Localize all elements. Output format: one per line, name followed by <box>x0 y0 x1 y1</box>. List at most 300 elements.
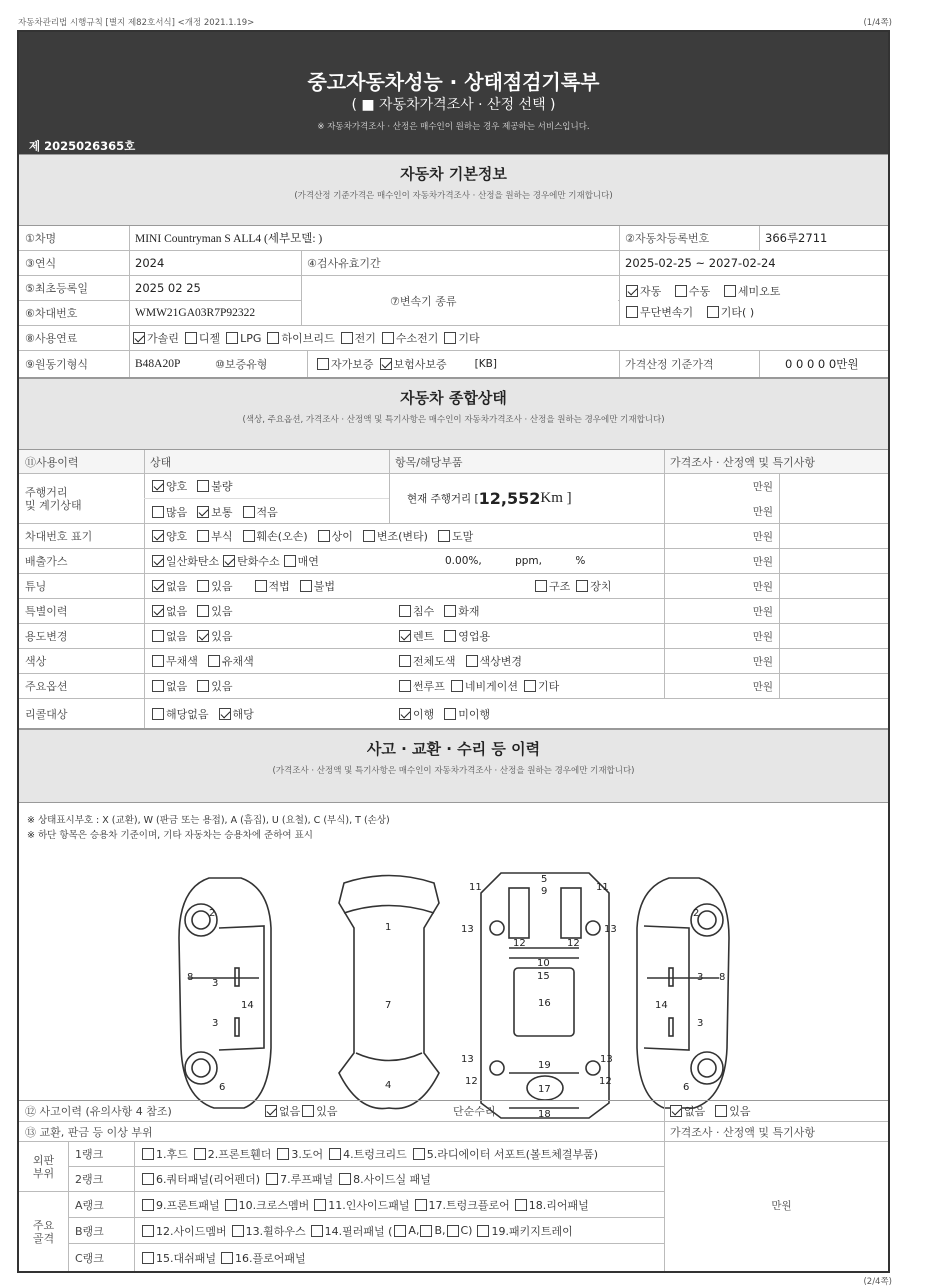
usage-change-label: 용도변경 <box>25 630 68 643</box>
part-door[interactable]: 3.도어 <box>277 1146 323 1162</box>
checkbox-icon <box>226 332 238 344</box>
usage-opt-business[interactable]: 영업용 <box>444 628 490 644</box>
emission-opt-co[interactable]: 일산화탄소 <box>152 553 219 569</box>
special-opt-yes[interactable]: 있음 <box>197 603 232 619</box>
top-view <box>339 876 439 1109</box>
checkbox-icon <box>243 530 255 542</box>
checkbox-icon <box>152 708 164 720</box>
diagram-label: 13 <box>461 924 474 935</box>
car-name-value: MINI Countryman S ALL4 (세부모델: ) <box>135 233 323 245</box>
usage-change-options <box>144 624 389 648</box>
checkbox-icon <box>232 1225 244 1237</box>
checkbox-icon <box>142 1148 154 1160</box>
checkbox-checked-icon <box>197 630 209 642</box>
diagram-label: 10 <box>537 958 550 969</box>
checkbox-icon <box>451 680 463 692</box>
vin-mark-won: 만원 <box>752 531 773 543</box>
row-recall <box>19 699 888 729</box>
checkbox-icon <box>152 655 164 667</box>
accident-opt-none[interactable]: 없음 <box>265 1103 300 1119</box>
diagram-label: 17 <box>538 1084 551 1095</box>
vin-mark-opt-damage[interactable]: 훼손(오손) <box>243 528 308 544</box>
exchange-col-label: 가격조사 · 산정액 및 특기사항 <box>670 1125 815 1139</box>
option-won: 만원 <box>752 681 773 693</box>
diagram-label: 8 <box>719 972 726 983</box>
vin-mark-opt-corrosion[interactable]: 부식 <box>197 528 232 544</box>
chassis-view <box>481 873 609 1118</box>
col-condition: 상태 <box>150 455 172 469</box>
diagram-label: 4 <box>385 1080 392 1091</box>
checkbox-icon <box>339 1173 351 1185</box>
rankA-items <box>134 1192 664 1217</box>
checkbox-icon <box>266 1173 278 1185</box>
checkbox-icon <box>515 1199 527 1211</box>
warranty-options <box>309 351 619 377</box>
checkbox-icon <box>444 332 456 344</box>
recall-opt-applicable[interactable]: 해당 <box>219 706 254 722</box>
checkbox-icon <box>707 306 719 318</box>
checkbox-icon <box>535 580 547 592</box>
checkbox-icon <box>302 1105 314 1117</box>
simple-repair-options <box>664 1101 888 1121</box>
part-inside-panel[interactable]: 11.인사이드패널 <box>314 1197 409 1213</box>
color-options-2 <box>389 649 664 673</box>
fuel-opt-lpg[interactable]: LPG <box>226 332 261 345</box>
accident-history-options <box>259 1101 439 1121</box>
checkbox-icon <box>255 580 267 592</box>
record-number: 제 2025026365호 <box>29 139 136 153</box>
mileage-won-1: 만원 <box>752 481 773 493</box>
option-opt-other[interactable]: 기타 <box>524 678 559 694</box>
emission-opt-smoke[interactable]: 매연 <box>284 553 319 569</box>
tuning-label: 튜닝 <box>25 580 47 593</box>
outer-panel-group: 외판 부위 <box>19 1142 69 1192</box>
recall-opt-not-done[interactable]: 미이행 <box>444 706 490 722</box>
col-usage-history: ⑪사용이력 <box>25 455 79 469</box>
year-label: ③연식 <box>25 257 57 270</box>
mileage-opts-2 <box>144 499 389 524</box>
diagram-label: 18 <box>538 1109 551 1120</box>
row-main-option <box>19 674 888 699</box>
special-options <box>144 599 389 623</box>
checkbox-checked-icon <box>152 555 164 567</box>
checkbox-checked-icon <box>399 708 411 720</box>
main-option-label: 주요옵션 <box>25 680 68 693</box>
recall-options-2 <box>389 699 664 728</box>
checkbox-icon <box>399 680 411 692</box>
row-rankB <box>69 1218 664 1244</box>
checkbox-checked-icon <box>265 1105 277 1117</box>
mileage-value: 12,552 <box>478 489 541 508</box>
row-car-name <box>19 226 888 251</box>
form-header <box>19 32 888 154</box>
diagram-label: 14 <box>655 1000 668 1011</box>
special-opt-flood[interactable]: 침수 <box>399 603 434 619</box>
checkbox-checked-icon <box>152 480 164 492</box>
special-opt-none[interactable]: 없음 <box>152 603 187 619</box>
fuel-opt-hydrogen[interactable]: 수소전기 <box>382 330 439 346</box>
checkbox-icon <box>277 1148 289 1160</box>
diagram-label: 6 <box>683 1082 690 1093</box>
diagram-label: 3 <box>212 978 219 989</box>
checkbox-checked-icon <box>219 708 231 720</box>
part-front-fender[interactable]: 2.프론트휀더 <box>194 1146 272 1162</box>
diagram-label: 12 <box>513 938 526 949</box>
mileage-current: 현재 주행거리 [ 12,552 Km ] <box>407 489 572 508</box>
checkbox-icon <box>300 580 312 592</box>
trans-label-cell <box>302 276 618 325</box>
diagram-label: 3 <box>697 972 704 983</box>
rankC-items <box>134 1244 664 1271</box>
checkbox-icon <box>576 580 588 592</box>
diagram-label: 6 <box>219 1082 226 1093</box>
checkbox-icon <box>284 555 296 567</box>
checkbox-icon <box>267 332 279 344</box>
diagram-label: 9 <box>541 886 548 897</box>
checkbox-icon <box>311 1225 323 1237</box>
checkbox-icon <box>382 332 394 344</box>
tuning-options <box>144 574 514 598</box>
vin-mark-opt-diff[interactable]: 상이 <box>318 528 353 544</box>
pillar-opt-a[interactable]: A, <box>394 1224 419 1237</box>
trans-opt-cvt[interactable]: 무단변속기 <box>626 304 693 320</box>
accident-opt-yes[interactable]: 있음 <box>302 1103 337 1119</box>
checkbox-checked-icon <box>197 506 209 518</box>
part-floor-panel[interactable]: 16.플로어패널 <box>221 1250 306 1266</box>
status-title: 자동차 종합상태 <box>400 389 507 407</box>
checkbox-icon <box>447 1225 459 1237</box>
simple-opt-yes[interactable]: 있음 <box>715 1103 750 1119</box>
color-label: 색상 <box>25 655 47 668</box>
status-note: (색상, 주요옵션, 가격조사 · 산정액 및 특기사항은 매수인이 자동차가격조사 · 산정을 원하는 경우에만 기재합니다) <box>242 415 665 425</box>
usage-won: 만원 <box>752 631 773 643</box>
vin-mark-opt-painted[interactable]: 도말 <box>438 528 473 544</box>
tuning-won: 만원 <box>752 581 773 593</box>
checkbox-icon <box>194 1148 206 1160</box>
row-accident-history <box>19 1100 888 1122</box>
accident-title: 사고 · 교환 · 수리 등 이력 <box>366 740 541 758</box>
recall-options <box>144 699 389 728</box>
row-usage-change <box>19 624 888 649</box>
checkbox-icon <box>318 530 330 542</box>
checkbox-icon <box>142 1173 154 1185</box>
diagram-label: 15 <box>537 971 550 982</box>
first-reg-value: 2025 02 25 <box>135 281 201 295</box>
trans-opt-manual[interactable]: 수동 <box>675 283 710 299</box>
diagram-label: 12 <box>567 938 580 949</box>
option-opt-sunroof[interactable]: 썬루프 <box>399 678 445 694</box>
tuning-options-2 <box>529 574 664 598</box>
fuel-opt-electric[interactable]: 전기 <box>341 330 376 346</box>
diagram-label: 1 <box>385 922 392 933</box>
mileage-opt-many[interactable]: 많음 <box>152 504 187 520</box>
checkbox-icon <box>477 1225 489 1237</box>
color-opt-achromatic[interactable]: 무채색 <box>152 653 198 669</box>
form-reference: 자동차관리법 시행규칙 [별지 제82호서식] <개정 2021.1.19> <box>18 18 255 28</box>
right-side-view <box>637 878 729 1108</box>
row-rankA <box>69 1192 664 1218</box>
usage-opt-rent[interactable]: 렌트 <box>399 628 434 644</box>
emission-options <box>144 549 424 573</box>
engine-label: ⑨원동기형식 <box>25 358 88 371</box>
checkbox-checked-icon <box>152 530 164 542</box>
vin-mark-opt-good[interactable]: 양호 <box>152 528 187 544</box>
rankB-items <box>134 1218 664 1243</box>
col-price-note: 가격조사 · 산정액 및 특기사항 <box>670 455 815 469</box>
checkbox-icon <box>152 630 164 642</box>
vin-mark-options <box>144 524 664 548</box>
checkbox-icon <box>394 1225 406 1237</box>
basic-info-title: 자동차 기본정보 <box>400 165 507 183</box>
checkbox-icon <box>197 680 209 692</box>
trans-opt-auto[interactable]: 자동 <box>626 283 661 299</box>
car-diagram <box>19 868 888 1128</box>
diagram-label: 12 <box>465 1076 478 1087</box>
vin-mark-label: 차대번호 표기 <box>25 530 93 543</box>
diagram-label: 11 <box>596 882 609 893</box>
checkbox-icon <box>444 630 456 642</box>
checkbox-icon <box>208 655 220 667</box>
mileage-won-2: 만원 <box>752 506 773 518</box>
fuel-opt-hybrid[interactable]: 하이브리드 <box>267 330 334 346</box>
accident-history-label: ⑫ 사고이력 (유의사항 4 참조) <box>25 1105 172 1118</box>
part-trunk-lid[interactable]: 4.트렁크리드 <box>329 1146 407 1162</box>
part-rear-panel[interactable]: 18.리어패널 <box>515 1197 589 1213</box>
emission-won: 만원 <box>752 556 773 568</box>
checkbox-checked-icon <box>670 1105 682 1117</box>
trans-opt-semi[interactable]: 세미오토 <box>724 283 781 299</box>
row-rankC <box>69 1244 664 1271</box>
checkbox-checked-icon <box>223 555 235 567</box>
tuning-opt-none[interactable]: 없음 <box>152 578 187 594</box>
diagram-label: 2 <box>209 908 216 919</box>
vin-label: ⑥차대번호 <box>25 307 78 320</box>
row-exchange-header <box>19 1122 888 1142</box>
special-opt-fire[interactable]: 화재 <box>444 603 479 619</box>
row-engine <box>19 351 888 378</box>
special-label: 특별이력 <box>25 605 68 618</box>
row-rank2 <box>69 1167 664 1192</box>
checkbox-icon <box>444 708 456 720</box>
insurer-name: [KB] <box>474 358 497 370</box>
diagram-label: 3 <box>212 1018 219 1029</box>
rankB-label: B랭크 <box>75 1224 104 1238</box>
diagram-label: 19 <box>538 1060 551 1071</box>
checkbox-icon <box>185 332 197 344</box>
inspection-label: ④검사유효기간 <box>307 257 381 270</box>
checkbox-checked-icon <box>380 358 392 370</box>
tuning-opt-legal[interactable]: 적법 <box>255 578 290 594</box>
simple-opt-none[interactable]: 없음 <box>670 1103 705 1119</box>
engine-value: B48A20P <box>135 358 181 370</box>
exchange-label: ⑬ 교환, 판금 등 이상 부위 <box>25 1125 153 1139</box>
mileage-opt-good[interactable]: 양호 <box>152 478 187 494</box>
part-side-member[interactable]: 12.사이드멤버 <box>142 1223 227 1239</box>
warranty-opt-insurer[interactable]: 보험사보증 <box>380 356 447 372</box>
row-emission <box>19 549 888 574</box>
status-code-legend: ※ 상태표시부호 : X (교환), W (판금 또는 용접), A (흠집), U (요철), C (부식), T (손상) <box>27 815 390 826</box>
rank1-label: 1랭크 <box>75 1148 104 1161</box>
part-side-sill[interactable]: 8.사이드실 패널 <box>339 1171 431 1187</box>
fuel-opt-diesel[interactable]: 디젤 <box>185 330 220 346</box>
checkbox-icon <box>317 358 329 370</box>
checkbox-icon <box>438 530 450 542</box>
trans-options <box>620 277 888 325</box>
checkbox-icon <box>142 1199 154 1211</box>
year-value: 2024 <box>135 256 165 270</box>
exchange-won-cell <box>665 1192 888 1218</box>
rank2-label: 2랭크 <box>75 1173 104 1186</box>
row-rank1 <box>69 1142 664 1167</box>
color-opt-full-paint[interactable]: 전체도색 <box>399 653 456 669</box>
checkbox-icon <box>399 605 411 617</box>
passenger-car-note: ※ 하단 항목은 승용차 기준이며, 기타 자동차는 승용차에 준하여 표시 <box>27 830 313 841</box>
part-radiator-support[interactable]: 5.라디에이터 서포트(볼트체결부품) <box>413 1146 598 1162</box>
emission-label: 배출가스 <box>25 555 68 568</box>
tuning-opt-illegal[interactable]: 불법 <box>300 578 335 594</box>
checkbox-icon <box>524 680 536 692</box>
checkbox-icon <box>466 655 478 667</box>
checkbox-icon <box>444 605 456 617</box>
checkbox-icon <box>142 1252 154 1264</box>
basic-info-section-header <box>19 154 888 226</box>
mileage-opt-few[interactable]: 적음 <box>243 504 278 520</box>
price-label: 가격산정 기준가격 <box>625 358 714 371</box>
pillar-opt-b[interactable]: B, <box>420 1224 445 1237</box>
basic-info-note: (가격산정 기준가격은 매수인이 자동차가격조사 · 산정을 원하는 경우에만 기재합니다) <box>294 191 613 201</box>
recall-opt-na[interactable]: 해당없음 <box>152 706 209 722</box>
row-special <box>19 599 888 624</box>
checkbox-checked-icon <box>626 285 638 297</box>
vin-mark-opt-altered[interactable]: 변조(변타) <box>363 528 428 544</box>
usage-change-options-2 <box>389 624 664 648</box>
emission-opt-hc[interactable]: 탄화수소 <box>223 553 280 569</box>
diagram-label: 7 <box>385 1000 392 1011</box>
emission-values: 0.00%, ppm, % <box>445 555 586 567</box>
checkbox-icon <box>413 1148 425 1160</box>
part-wheel-house[interactable]: 13.휠하우스 <box>232 1223 306 1239</box>
diagram-label: 3 <box>697 1018 704 1029</box>
tuning-opt-device[interactable]: 장치 <box>576 578 611 594</box>
accident-section-header <box>19 729 888 803</box>
warranty-label: ⑩보증유형 <box>215 358 268 371</box>
car-name-label: ①차명 <box>25 232 57 245</box>
rank2-items <box>134 1167 664 1191</box>
row-fuel <box>19 326 888 351</box>
diagram-label: 14 <box>241 1000 254 1011</box>
form-service-note: ※ 자동차가격조사 · 산정은 매수인이 원하는 경우 제공하는 서비스입니다. <box>317 122 590 132</box>
fuel-label: ⑧사용연료 <box>25 332 78 345</box>
diagram-label: 11 <box>469 882 482 893</box>
vin-value: WMW21GA03R7P92322 <box>135 307 256 319</box>
warranty-opt-self[interactable]: 자가보증 <box>317 356 374 372</box>
reg-no-label: ②자동차등록번호 <box>625 232 710 245</box>
pillar-opt-c[interactable]: C) <box>447 1224 473 1237</box>
rank1-items <box>134 1142 664 1166</box>
checkbox-icon <box>152 680 164 692</box>
mileage-opt-bad[interactable]: 불량 <box>197 478 232 494</box>
checkbox-icon <box>341 332 353 344</box>
checkbox-icon <box>197 530 209 542</box>
diagram-label: 5 <box>541 874 548 885</box>
simple-repair-label: 단순수리 <box>453 1105 496 1118</box>
checkbox-icon <box>221 1252 233 1264</box>
option-opt-navigation[interactable]: 네비게이션 <box>451 678 518 694</box>
reg-no-value: 366루2711 <box>765 231 828 245</box>
recall-opt-done[interactable]: 이행 <box>399 706 434 722</box>
special-options-2 <box>389 599 664 623</box>
rankA-label: A랭크 <box>75 1198 104 1212</box>
checkbox-icon <box>152 506 164 518</box>
row-tuning <box>19 574 888 599</box>
checkbox-icon <box>724 285 736 297</box>
part-roof-panel[interactable]: 7.루프패널 <box>266 1171 333 1187</box>
checkbox-icon <box>675 285 687 297</box>
main-option-options-2 <box>389 674 664 698</box>
checkbox-checked-icon <box>152 580 164 592</box>
checkbox-icon <box>142 1225 154 1237</box>
part-package-tray[interactable]: 19.패키지트레이 <box>477 1223 572 1239</box>
mileage-opt-normal[interactable]: 보통 <box>197 504 232 520</box>
part-hood[interactable]: 1.후드 <box>142 1146 188 1162</box>
page-indicator-top: (1/4쪽) <box>863 18 892 28</box>
first-reg-label: ⑤최초등록일 <box>25 282 88 295</box>
color-opt-chromatic[interactable]: 유채색 <box>208 653 254 669</box>
tuning-opt-structure[interactable]: 구조 <box>535 578 570 594</box>
part-pillar-panel[interactable]: 14.필러패널 ( <box>311 1223 393 1239</box>
part-trunk-floor[interactable]: 17.트렁크플로어 <box>415 1197 510 1213</box>
part-front-panel[interactable]: 9.프론트패널 <box>142 1197 220 1213</box>
checkbox-icon <box>314 1199 326 1211</box>
diagram-label: 13 <box>604 924 617 935</box>
tuning-opt-yes[interactable]: 있음 <box>197 578 232 594</box>
left-side-view <box>179 878 271 1108</box>
row-mileage <box>19 474 888 524</box>
checkbox-icon <box>197 580 209 592</box>
part-quarter-panel[interactable]: 6.쿼터패널(리어펜더) <box>142 1171 260 1187</box>
color-options <box>144 649 389 673</box>
checkbox-icon <box>197 605 209 617</box>
trans-opt-other[interactable]: 기타( ) <box>707 304 754 320</box>
accident-note: (가격조사 · 산정액 및 특기사항은 매수인이 자동차가격조사 · 산정을 원하는 경우에만 기재합니다) <box>272 766 635 776</box>
checkbox-icon <box>197 480 209 492</box>
color-opt-color-change[interactable]: 색상변경 <box>466 653 523 669</box>
exchange-won: 만원 <box>771 1199 792 1212</box>
checkbox-icon <box>225 1199 237 1211</box>
row-year <box>19 251 888 276</box>
main-frame-group: 주요 골격 <box>19 1192 69 1271</box>
part-dash-panel[interactable]: 15.대쉬패널 <box>142 1250 216 1266</box>
main-option-options <box>144 674 389 698</box>
fuel-options <box>129 326 888 350</box>
usage-opt-none[interactable]: 없음 <box>152 628 187 644</box>
diagram-label: 12 <box>599 1076 612 1087</box>
rankC-label: C랭크 <box>75 1251 104 1265</box>
fuel-opt-gasoline[interactable]: 가솔린 <box>133 330 179 346</box>
part-cross-member[interactable]: 10.크로스멤버 <box>225 1197 310 1213</box>
diagram-label: 16 <box>538 998 551 1009</box>
checkbox-icon <box>399 655 411 667</box>
price-value: 0 0 0 0 0만원 <box>785 357 859 371</box>
option-opt-yes[interactable]: 있음 <box>197 678 232 694</box>
status-table-header <box>19 450 888 474</box>
usage-opt-yes[interactable]: 있음 <box>197 628 232 644</box>
recall-label: 리콜대상 <box>25 707 68 721</box>
fuel-opt-other[interactable]: 기타 <box>444 330 479 346</box>
diagram-label: 8 <box>187 972 194 983</box>
diagram-label: 13 <box>600 1054 613 1065</box>
option-opt-none[interactable]: 없음 <box>152 678 187 694</box>
